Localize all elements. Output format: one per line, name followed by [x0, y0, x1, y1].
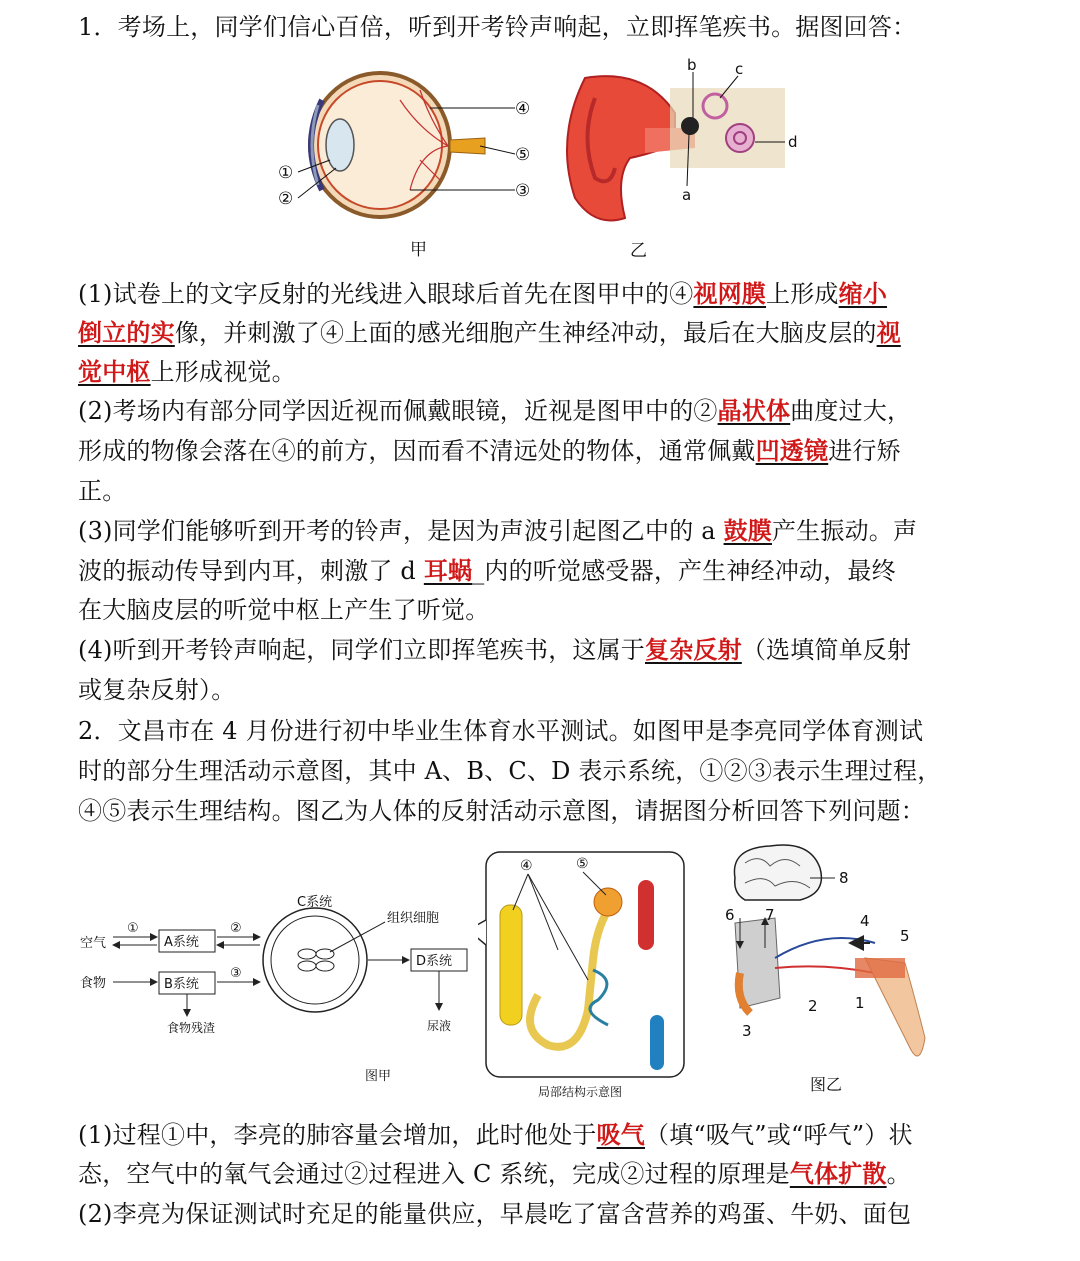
label-system-a: A系统 [164, 935, 199, 950]
answer-concave-lens: 凹透镜 [755, 436, 829, 465]
reflex-label-1: 1 [855, 994, 865, 1012]
text: （选填简单反射 [741, 636, 912, 664]
answer-image-type-1: 缩小 [838, 279, 888, 308]
q1-p1-line3 [78, 355, 296, 389]
text: 波的振动传导到内耳，刺激了 d [78, 557, 424, 585]
text: _内的听觉感受器，产生神经冲动，最终 [472, 557, 896, 585]
label-process-2: ② [230, 921, 242, 936]
reflex-label-4: 4 [860, 912, 870, 930]
text: 态，空气中的氧气会通过②过程进入 C 系统，完成②过程的原理是 [78, 1160, 790, 1188]
q2-p1-line1 [78, 1118, 913, 1152]
q1-p4-line2: 或复杂反射）。 [78, 676, 236, 704]
answer-complex-reflex: 复杂反射 [645, 635, 742, 664]
answer-image-type-2: 倒立的实 [78, 318, 175, 347]
label-process-1: ① [127, 921, 139, 936]
reflex-label-7: 7 [765, 906, 775, 924]
eye-caption: 甲 [410, 240, 427, 260]
q2-stem-line2: 时的部分生理活动示意图，其中 A、B、C、D 表示系统，①②③表示生理过程， [78, 757, 942, 785]
figure-jia-caption: 图甲 [365, 1069, 392, 1084]
answer-lens: 晶状体 [717, 396, 791, 425]
eye-label-4: ④ [515, 99, 531, 119]
eye-label-2: ② [278, 189, 294, 209]
figure-yi-caption: 图乙 [810, 1075, 843, 1094]
text: 上形成视觉。 [150, 358, 296, 386]
q1-p2-line1 [78, 394, 911, 428]
eye-diagram [270, 60, 560, 260]
text: 曲度过大， [790, 397, 912, 425]
q2-p2-line1: (2)李亮为保证测试时充足的能量供应，早晨吃了富含营养的鸡蛋、牛奶、面包 [78, 1200, 912, 1228]
nephron-inset [478, 850, 688, 1105]
text: 像，并刺激了④上面的感光细胞产生神经冲动，最后在大脑皮层的 [174, 319, 877, 347]
answer-gas-diffusion: 气体扩散 [789, 1159, 887, 1188]
text: (4)听到开考铃声响起，同学们立即挥笔疾书，这属于 [78, 636, 645, 664]
text: 。 [886, 1160, 911, 1188]
q2-p1-line2 [78, 1157, 911, 1191]
reflex-arc-diagram [715, 838, 945, 1098]
ear-label-d: d [788, 133, 798, 151]
label-air: 空气 [80, 936, 107, 951]
answer-visual-center-2: 觉中枢 [78, 357, 151, 386]
reflex-label-5: 5 [900, 927, 910, 945]
eye-label-3: ③ [515, 181, 531, 201]
answer-eardrum: 鼓膜 [723, 516, 772, 545]
text: 形成的物像会落在④的前方，因而看不清远处的物体，通常佩戴 [78, 437, 756, 465]
q2-stem-line1: 2．文昌市在 4 月份进行初中毕业生体育水平测试。如图甲是李亮同学体育测试 [78, 717, 924, 745]
answer-cochlea: 耳蜗 [423, 556, 473, 585]
label-process-3: ③ [230, 966, 242, 981]
reflex-label-3: 3 [742, 1022, 752, 1040]
q1-p1-line2 [78, 316, 901, 350]
label-waste: 食物残渣 [167, 1021, 216, 1035]
label-food: 食物 [80, 976, 107, 991]
text: 上形成 [766, 280, 839, 308]
inset-label-5: ⑤ [576, 856, 589, 872]
text: 产生振动。声 [771, 517, 918, 545]
ear-diagram [555, 58, 815, 268]
reflex-label-2: 2 [808, 997, 818, 1015]
answer-visual-center-1: 视 [876, 318, 901, 347]
q1-p1-line1 [78, 277, 887, 311]
q1-p2-line2 [78, 434, 901, 468]
text: （填“吸气”或“呼气”）状 [645, 1121, 913, 1149]
inset-caption: 局部结构示意图 [538, 1085, 623, 1099]
reflex-label-8: 8 [839, 869, 849, 887]
ear-label-b: b [687, 58, 697, 74]
label-system-c: C系统 [297, 895, 333, 910]
q1-p3-line2 [78, 554, 896, 588]
ear-label-a: a [682, 186, 692, 204]
q2-stem-line3: ④⑤表示生理结构。图乙为人体的反射活动示意图，请据图分析回答下列问题： [78, 797, 925, 825]
q1-p3-line3: 在大脑皮层的听觉中枢上产生了听觉。 [78, 596, 490, 624]
system-flow-diagram [75, 880, 495, 1090]
q1-stem: 1．考场上，同学们信心百倍，听到开考铃声响起，立即挥笔疾书。据图回答： [78, 13, 917, 41]
text: (3)同学们能够听到开考的铃声，是因为声波引起图乙中的 a [78, 517, 724, 545]
reflex-label-6: 6 [725, 906, 735, 924]
label-tissue-cell: 组织细胞 [387, 911, 440, 926]
label-system-b: B系统 [164, 977, 199, 992]
answer-inhale: 吸气 [596, 1120, 646, 1149]
q1-p4-line1 [78, 633, 911, 667]
text: (2)考场内有部分同学因近视而佩戴眼镜，近视是图甲中的② [78, 397, 718, 425]
ear-caption: 乙 [630, 241, 647, 261]
q1-p3-line1 [78, 514, 917, 548]
answer-retina: 视网膜 [693, 279, 767, 308]
eye-label-5: ⑤ [515, 145, 531, 165]
text: (1)过程①中，李亮的肺容量会增加，此时他处于 [78, 1121, 597, 1149]
ear-label-c: c [735, 60, 744, 78]
label-system-d: D系统 [416, 954, 453, 969]
label-urine: 尿液 [427, 1019, 452, 1033]
inset-label-4: ④ [520, 858, 533, 874]
q1-p2-line3: 正。 [78, 477, 127, 505]
text: 进行矫 [828, 437, 901, 465]
eye-label-1: ① [278, 163, 294, 183]
text: (1)试卷上的文字反射的光线进入眼球后首先在图甲中的④ [78, 280, 694, 308]
